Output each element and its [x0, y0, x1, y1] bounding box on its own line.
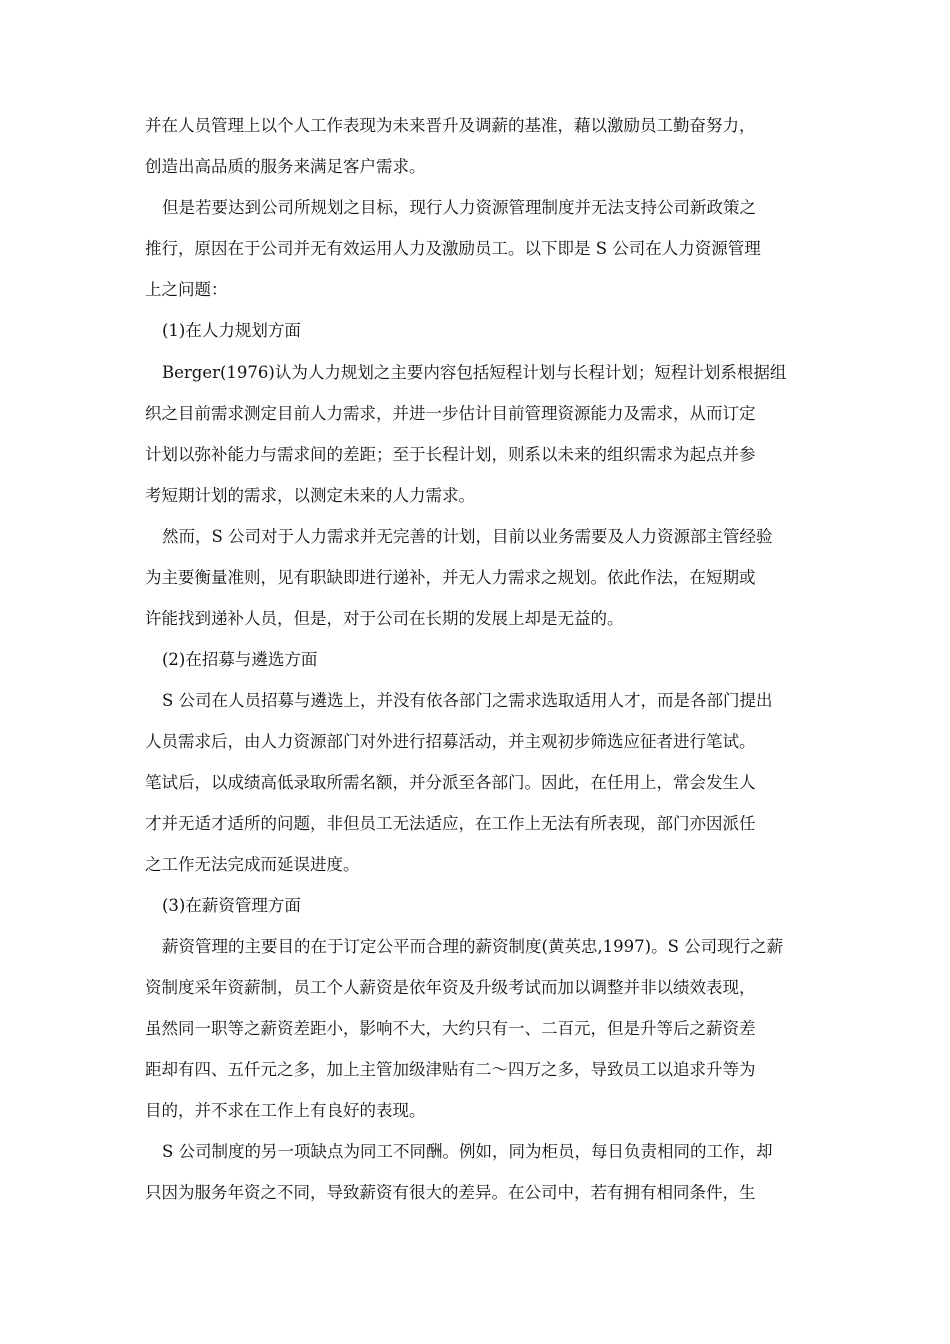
text-line: 许能找到递补人员，但是，对于公司在长期的发展上却是无益的。 [145, 609, 624, 628]
paragraph-start-line: 但是若要达到公司所规划之目标，现行人力资源管理制度并无法支持公司新政策之 [162, 198, 756, 217]
text-line: 上之问题： [145, 280, 228, 299]
section-heading: (1)在人力规划方面 [162, 321, 301, 340]
text-line: 为主要衡量准则，见有职缺即进行递补，并无人力需求之规划。依此作法，在短期或 [145, 568, 756, 587]
text-line: 推行，原因在于公司并无有效运用人力及激励员工。以下即是 S 公司在人力资源管理 [145, 239, 761, 258]
text-line: 并在人员管理上以个人工作表现为未来晋升及调薪的基准，藉以激励员工勤奋努力， [145, 116, 756, 135]
section-heading: (3)在薪资管理方面 [162, 896, 301, 915]
section-heading: (2)在招募与遴选方面 [162, 650, 318, 669]
text-line: 计划以弥补能力与需求间的差距；至于长程计划，则系以未来的组织需求为起点并参 [145, 445, 756, 464]
text-line: 考短期计划的需求，以测定未来的人力需求。 [145, 486, 475, 505]
text-line: 只因为服务年资之不同，导致薪资有很大的差异。在公司中，若有拥有相同条件，生 [145, 1183, 756, 1202]
text-line: 人员需求后，由人力资源部门对外进行招募活动，并主观初步筛选应征者进行笔试。 [145, 732, 756, 751]
text-line: 目的，并不求在工作上有良好的表现。 [145, 1101, 426, 1120]
text-line: 之工作无法完成而延误进度。 [145, 855, 360, 874]
text-line: 织之目前需求测定目前人力需求，并进一步估计目前管理资源能力及需求，从而订定 [145, 404, 756, 423]
paragraph-start-line: Berger(1976)认为人力规划之主要内容包括短程计划与长程计划；短程计划系根据组 [162, 363, 787, 382]
text-line: 资制度采年资薪制，员工个人薪资是依年资及升级考试而加以调整并非以绩效表现， [145, 978, 756, 997]
paragraph-start-line: S 公司制度的另一项缺点为同工不同酬。例如，同为柜员，每日负责相同的工作，却 [162, 1142, 773, 1161]
paragraph-start-line: 然而，S 公司对于人力需求并无完善的计划，目前以业务需要及人力资源部主管经验 [162, 527, 773, 546]
text-line: 笔试后，以成绩高低录取所需名额，并分派至各部门。因此，在任用上，常会发生人 [145, 773, 756, 792]
text-line: 才并无适才适所的问题，非但员工无法适应，在工作上无法有所表现，部门亦因派任 [145, 814, 756, 833]
paragraph-start-line: 薪资管理的主要目的在于订定公平而合理的薪资制度(黄英忠,1997)。S 公司现行之薪 [162, 937, 784, 956]
text-line: 创造出高品质的服务来满足客户需求。 [145, 157, 426, 176]
text-line: 距却有四、五仟元之多，加上主管加级津贴有二～四万之多，导致员工以追求升等为 [145, 1060, 756, 1079]
paragraph-start-line: S 公司在人员招募与遴选上，并没有依各部门之需求选取适用人才，而是各部门提出 [162, 691, 773, 710]
text-line: 虽然同一职等之薪资差距小，影响不大，大约只有一、二百元，但是升等后之薪资差 [145, 1019, 756, 1038]
